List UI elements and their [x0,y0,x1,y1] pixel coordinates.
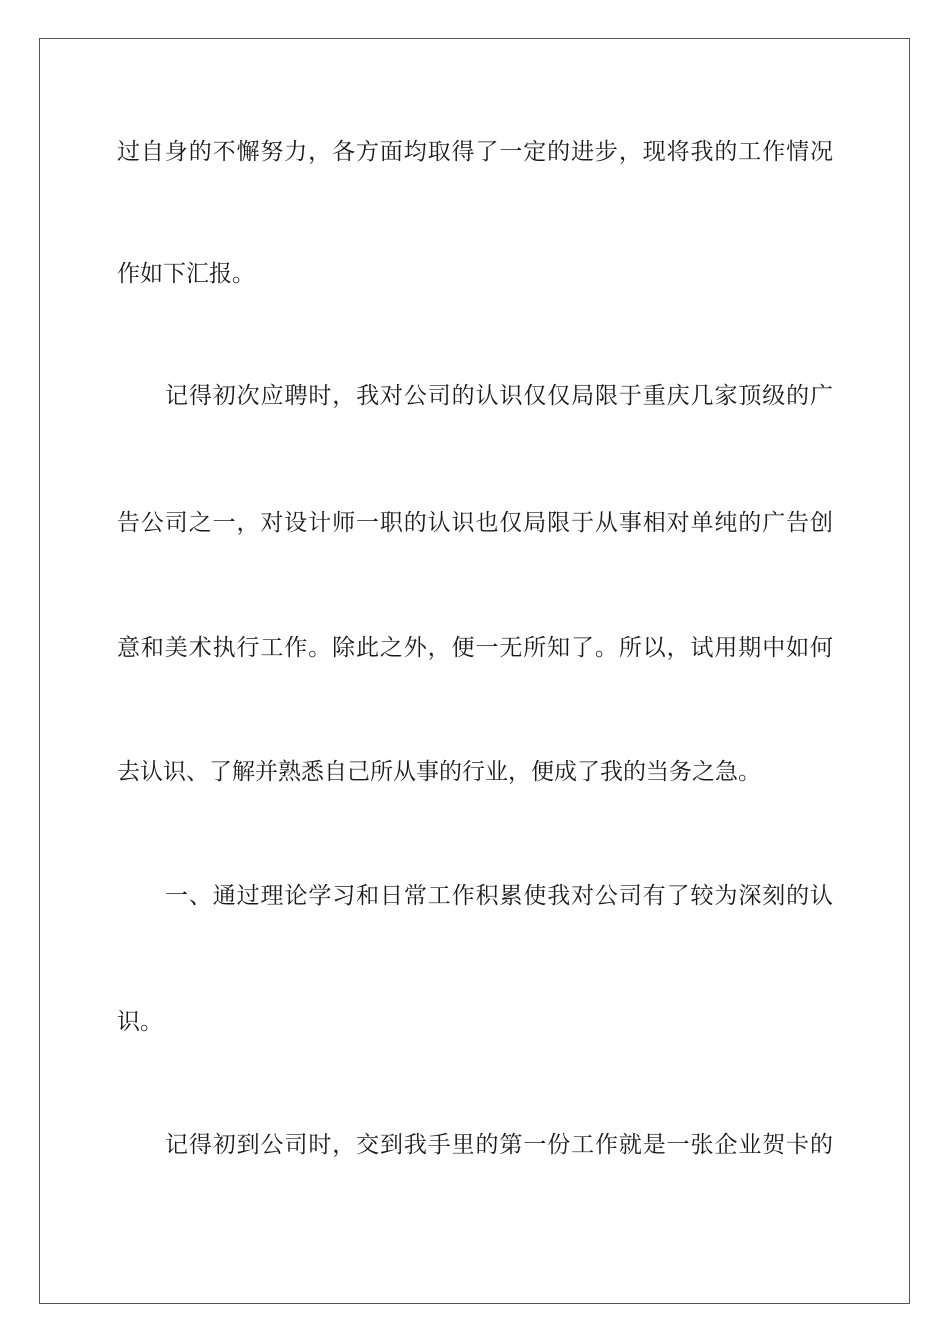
paragraph-first-line: 记得初次应聘时，我对公司的认识仅仅局限于重庆几家顶级的广 [165,383,833,409]
body-text-line: 去认识、了解并熟悉自己所从事的行业，便成了我的当务之急。 [117,759,761,785]
body-text-line: 识。 [117,1009,163,1035]
section-heading-line: 一、通过理论学习和日常工作积累使我对公司有了较为深刻的认 [165,883,833,909]
body-text-line: 作如下汇报。 [117,261,255,287]
body-text-line: 告公司之一，对设计师一职的认识也仅局限于从事相对单纯的广告创 [117,510,833,536]
body-text-line: 意和美术执行工作。除此之外，便一无所知了。所以，试用期中如何 [117,635,833,661]
page-border [39,38,910,1304]
paragraph-first-line: 记得初到公司时，交到我手里的第一份工作就是一张企业贺卡的 [165,1132,833,1158]
body-text-line: 过自身的不懈努力，各方面均取得了一定的进步，现将我的工作情况 [117,139,833,165]
